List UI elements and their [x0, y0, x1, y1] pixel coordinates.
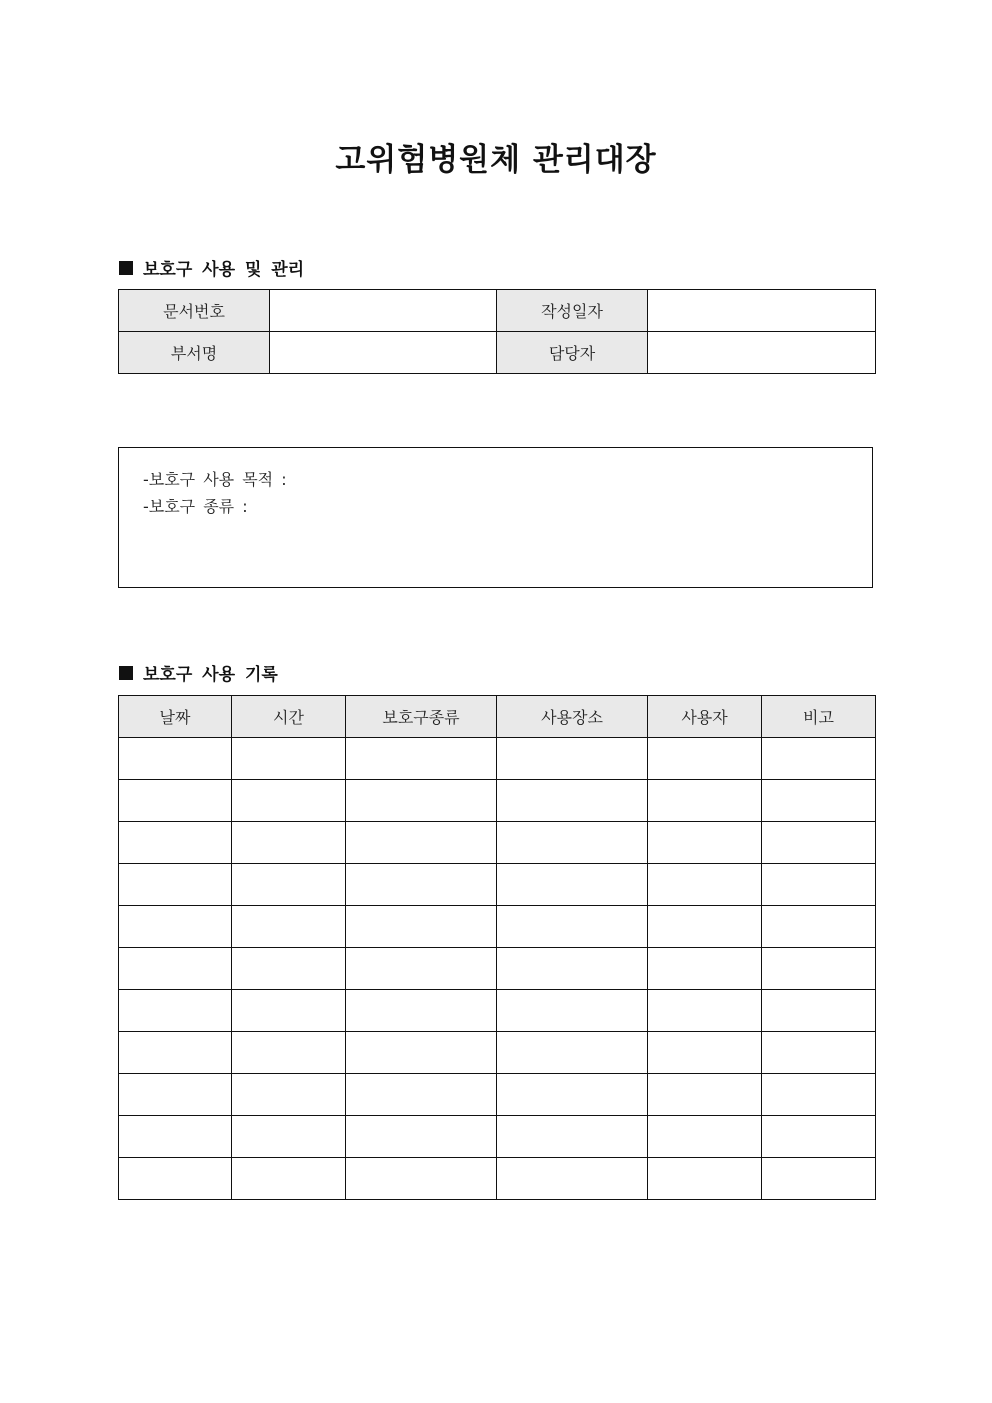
notes-box[interactable]: [118, 447, 873, 588]
table-row: [119, 864, 876, 906]
cell-remarks[interactable]: [762, 1032, 876, 1074]
purpose-note: -보호구 사용 목적 :: [143, 470, 287, 489]
cell-remarks[interactable]: [762, 822, 876, 864]
cell-time[interactable]: [232, 780, 346, 822]
column-header-date: 날짜: [119, 696, 232, 738]
cell-gear-type[interactable]: [346, 738, 497, 780]
cell-location[interactable]: [497, 1158, 648, 1200]
column-header-gear-type: 보호구종류: [346, 696, 497, 738]
cell-time[interactable]: [232, 1158, 346, 1200]
cell-date[interactable]: [119, 906, 232, 948]
table-row: [119, 1032, 876, 1074]
cell-user[interactable]: [648, 738, 762, 780]
cell-gear-type[interactable]: [346, 780, 497, 822]
section-heading-usage-log: [119, 660, 278, 685]
cell-remarks[interactable]: [762, 1158, 876, 1200]
table-row: [119, 990, 876, 1032]
table-row: [119, 332, 876, 374]
cell-date[interactable]: [119, 1074, 232, 1116]
table-row: [119, 948, 876, 990]
cell-time[interactable]: [232, 1116, 346, 1158]
cell-location[interactable]: [497, 822, 648, 864]
department-label: 부서명: [119, 332, 270, 374]
cell-remarks[interactable]: [762, 1074, 876, 1116]
doc-number-field[interactable]: [270, 290, 497, 332]
table-row: [119, 290, 876, 332]
cell-gear-type[interactable]: [346, 864, 497, 906]
cell-date[interactable]: [119, 822, 232, 864]
cell-time[interactable]: [232, 906, 346, 948]
cell-location[interactable]: [497, 1074, 648, 1116]
cell-gear-type[interactable]: [346, 1158, 497, 1200]
cell-time[interactable]: [232, 738, 346, 780]
type-note: -보호구 종류 :: [143, 497, 248, 516]
black-square-icon: [119, 666, 133, 680]
cell-gear-type[interactable]: [346, 1032, 497, 1074]
cell-date[interactable]: [119, 780, 232, 822]
cell-user[interactable]: [648, 906, 762, 948]
doc-number-label: 문서번호: [119, 290, 270, 332]
table-row: [119, 822, 876, 864]
cell-location[interactable]: [497, 738, 648, 780]
table-row: [119, 1158, 876, 1200]
usage-log-table: [118, 695, 876, 1200]
black-square-icon: [119, 261, 133, 275]
cell-remarks[interactable]: [762, 990, 876, 1032]
cell-time[interactable]: [232, 864, 346, 906]
cell-date[interactable]: [119, 738, 232, 780]
cell-user[interactable]: [648, 1158, 762, 1200]
section-heading-label: 보호구 사용 및 관리: [143, 260, 305, 280]
info-table: [118, 289, 876, 374]
cell-date[interactable]: [119, 1158, 232, 1200]
cell-time[interactable]: [232, 1032, 346, 1074]
cell-location[interactable]: [497, 1032, 648, 1074]
cell-user[interactable]: [648, 1074, 762, 1116]
cell-gear-type[interactable]: [346, 822, 497, 864]
cell-location[interactable]: [497, 906, 648, 948]
page-title: 고위험병원체 관리대장: [335, 142, 657, 178]
cell-remarks[interactable]: [762, 1116, 876, 1158]
manager-label: 담당자: [497, 332, 648, 374]
department-field[interactable]: [270, 332, 497, 374]
cell-gear-type[interactable]: [346, 1116, 497, 1158]
column-header-user: 사용자: [648, 696, 762, 738]
manager-field[interactable]: [648, 332, 876, 374]
cell-user[interactable]: [648, 1032, 762, 1074]
cell-location[interactable]: [497, 780, 648, 822]
cell-gear-type[interactable]: [346, 1074, 497, 1116]
cell-time[interactable]: [232, 822, 346, 864]
cell-gear-type[interactable]: [346, 906, 497, 948]
section-heading-label: 보호구 사용 기록: [143, 665, 278, 685]
cell-user[interactable]: [648, 780, 762, 822]
cell-remarks[interactable]: [762, 864, 876, 906]
column-header-time: 시간: [232, 696, 346, 738]
cell-location[interactable]: [497, 990, 648, 1032]
cell-date[interactable]: [119, 1116, 232, 1158]
cell-remarks[interactable]: [762, 780, 876, 822]
table-row: [119, 780, 876, 822]
cell-location[interactable]: [497, 948, 648, 990]
cell-user[interactable]: [648, 822, 762, 864]
table-row: [119, 738, 876, 780]
cell-remarks[interactable]: [762, 738, 876, 780]
column-header-remarks: 비고: [762, 696, 876, 738]
cell-time[interactable]: [232, 1074, 346, 1116]
column-header-location: 사용장소: [497, 696, 648, 738]
table-row: [119, 1116, 876, 1158]
cell-remarks[interactable]: [762, 948, 876, 990]
cell-user[interactable]: [648, 864, 762, 906]
cell-date[interactable]: [119, 864, 232, 906]
table-row: [119, 906, 876, 948]
cell-gear-type[interactable]: [346, 948, 497, 990]
cell-gear-type[interactable]: [346, 990, 497, 1032]
cell-user[interactable]: [648, 990, 762, 1032]
cell-location[interactable]: [497, 864, 648, 906]
cell-time[interactable]: [232, 990, 346, 1032]
cell-time[interactable]: [232, 948, 346, 990]
table-row: [119, 1074, 876, 1116]
cell-user[interactable]: [648, 1116, 762, 1158]
cell-location[interactable]: [497, 1116, 648, 1158]
table-header-row: [119, 696, 876, 738]
cell-date[interactable]: [119, 948, 232, 990]
cell-remarks[interactable]: [762, 906, 876, 948]
written-date-field[interactable]: [648, 290, 876, 332]
section-heading-protective-gear: [119, 255, 304, 280]
written-date-label: 작성일자: [497, 290, 648, 332]
cell-user[interactable]: [648, 948, 762, 990]
cell-date[interactable]: [119, 1032, 232, 1074]
cell-date[interactable]: [119, 990, 232, 1032]
